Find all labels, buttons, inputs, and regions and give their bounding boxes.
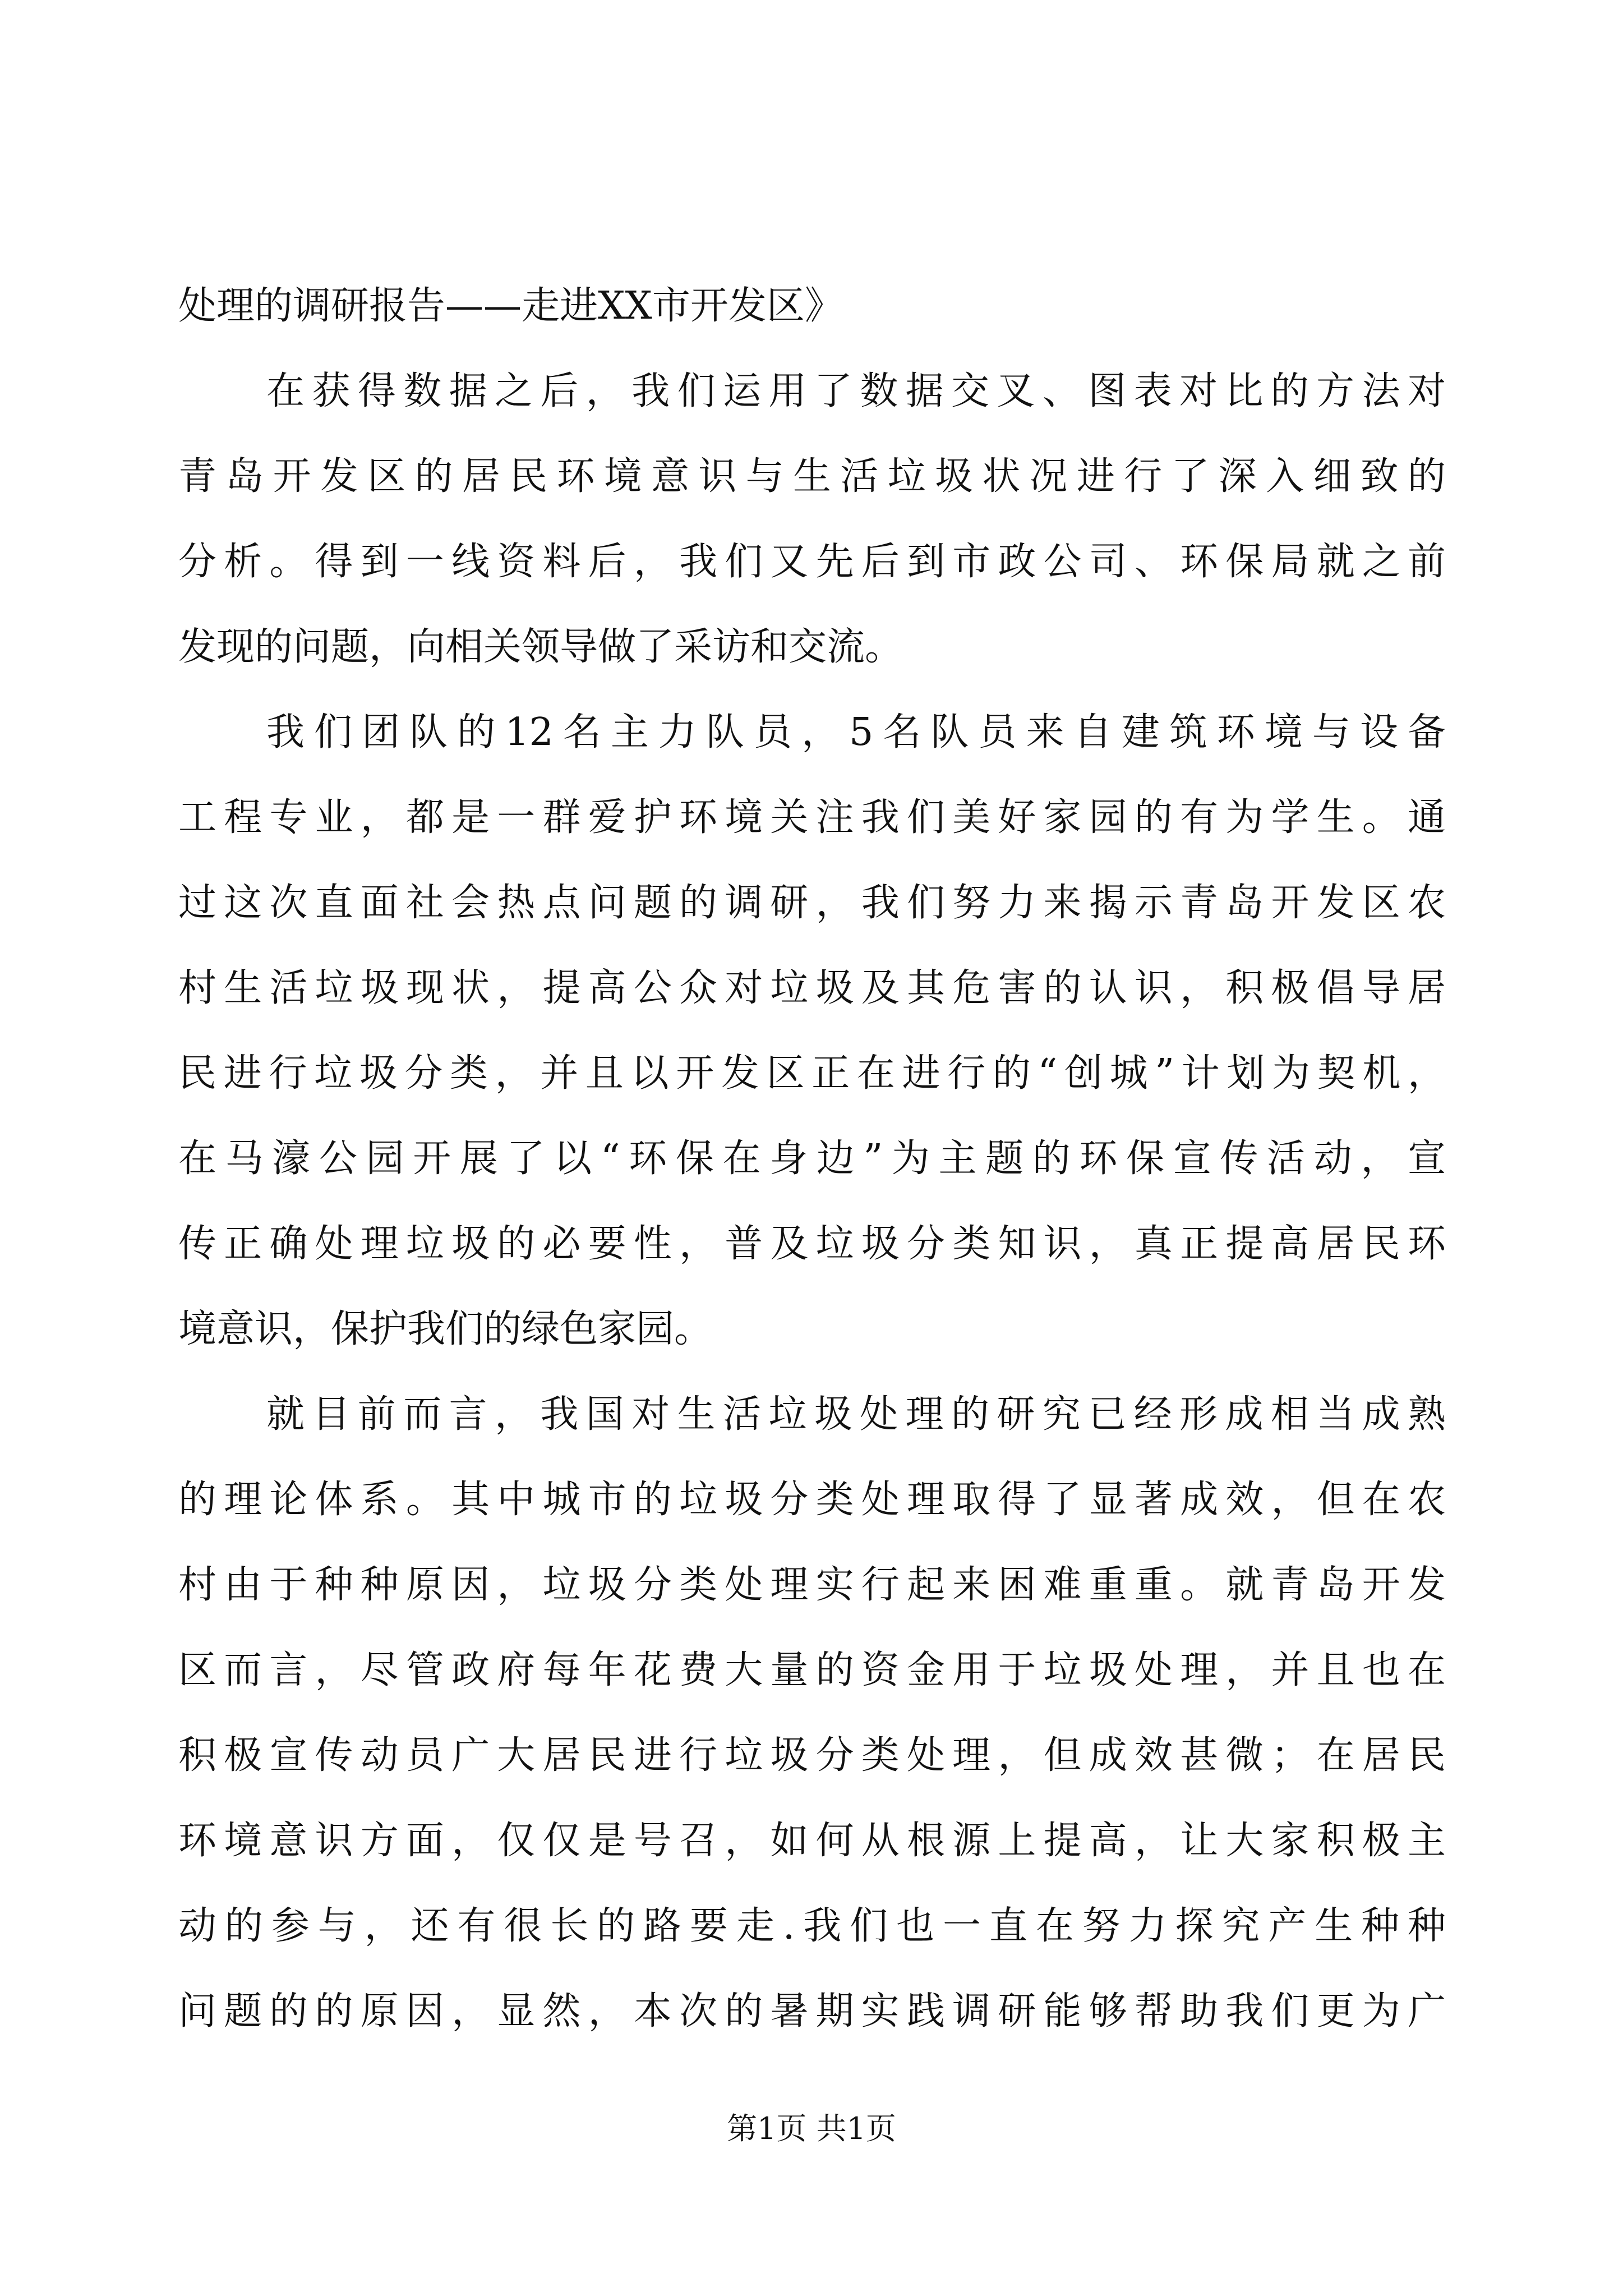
- text-line: 处理的调研报告——走进XX市开发区》: [178, 284, 843, 328]
- text-line: 就目前而言，我国对生活垃圾处理的研究已经形成相当成熟: [266, 1392, 1446, 1437]
- text-line: 分析。得到一线资料后，我们又先后到市政公司、环保局就之前: [178, 540, 1446, 584]
- text-line: 区而言，尽管政府每年花费大量的资金用于垃圾处理，并且也在: [178, 1648, 1446, 1692]
- page-footer: [0, 2109, 1623, 2148]
- text-line: 境意识，保护我们的绿色家园。: [178, 1307, 713, 1351]
- text-line: 在获得数据之后，我们运用了数据交叉、图表对比的方法对: [266, 369, 1446, 413]
- text-line: 的理论体系。其中城市的垃圾分类处理取得了显著成效，但在农: [178, 1478, 1446, 1522]
- text-line: 积极宣传动员广大居民进行垃圾分类处理，但成效甚微；在居民: [178, 1733, 1446, 1778]
- document-body: [178, 264, 1446, 2054]
- text-line: 发现的问题，向相关领导做了采访和交流。: [178, 625, 903, 669]
- text-line: 动的参与，还有很长的路要走.我们也一直在努力探究产生种种: [178, 1904, 1446, 1948]
- text-line: 工程专业，都是一群爱护环境关注我们美好家园的有为学生。通: [178, 795, 1446, 840]
- text-line: 问题的的原因，显然，本次的暑期实践调研能够帮助我们更为广: [178, 1989, 1446, 2033]
- text-line: 村由于种种原因，垃圾分类处理实行起来困难重重。就青岛开发: [178, 1563, 1446, 1607]
- text-line: 民进行垃圾分类，并且以开发区正在进行的“创城”计划为契机，: [178, 1051, 1446, 1096]
- text-line: 环境意识方面，仅仅是号召，如何从根源上提高，让大家积极主: [178, 1819, 1446, 1863]
- text-line: 传正确处理垃圾的必要性，普及垃圾分类知识，真正提高居民环: [178, 1222, 1446, 1266]
- text-line: 村生活垃圾现状，提高公众对垃圾及其危害的认识，积极倡导居: [178, 966, 1446, 1010]
- text-line: 我们团队的12名主力队员，5名队员来自建筑环境与设备: [266, 710, 1446, 754]
- page-number-label: 第1页 共1页: [727, 2111, 896, 2146]
- text-line: 过这次直面社会热点问题的调研，我们努力来揭示青岛开发区农: [178, 881, 1446, 925]
- text-line: 在马濠公园开展了以“环保在身边”为主题的环保宣传活动，宣: [178, 1137, 1446, 1181]
- text-line: 青岛开发区的居民环境意识与生活垃圾状况进行了深入细致的: [178, 454, 1446, 499]
